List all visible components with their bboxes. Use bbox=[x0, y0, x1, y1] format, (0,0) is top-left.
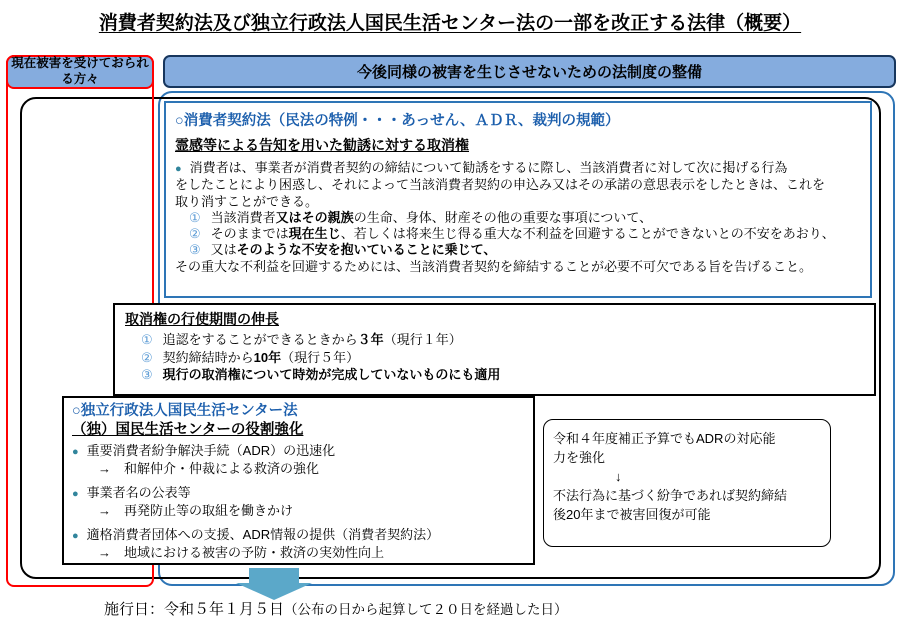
ncc-item-main: ● 重要消費者紛争解決手続（ADR）の迅速化 bbox=[72, 443, 336, 458]
page-title: 消費者契約法及び独立行政法人国民生活センター法の一部を改正する法律（概要） bbox=[98, 13, 802, 34]
enforcement-date: 施行日：令和５年１月５日（公布の日から起算して２０日を経過した日） bbox=[104, 601, 568, 618]
circled-number-icon: ① bbox=[141, 332, 153, 347]
ncc-act-heading: ○独立行政法人国民生活センター法 bbox=[72, 403, 298, 419]
note-line: 後20年まで被害回復が可能 bbox=[553, 507, 711, 522]
ncc-item-main: ● 事業者名の公表等 bbox=[72, 485, 191, 500]
bullet-icon: ● bbox=[175, 163, 182, 175]
down-arrow-icon: ↓ bbox=[615, 469, 622, 484]
extension-item-3: ③ 現行の取消権について時効が完成していないものにも適用 bbox=[141, 367, 501, 382]
ncc-item-sub: → 地域における被害の予防・救済の実効性向上 bbox=[98, 544, 385, 560]
big-down-arrow-icon bbox=[249, 568, 299, 584]
circled-number-icon: ① bbox=[189, 209, 201, 225]
consumer-contract-act-section bbox=[164, 101, 872, 298]
ncc-item-group bbox=[72, 485, 525, 518]
main-header: 今後同様の被害を生じさせないための法制度の整備 bbox=[163, 55, 896, 88]
extension-period-section bbox=[113, 303, 876, 396]
bullet-icon: ● bbox=[72, 530, 79, 542]
bullet-icon: ● bbox=[72, 446, 79, 458]
current-victims-label: 現在被害を受けておられる方々 bbox=[6, 55, 154, 89]
paragraph-line: をしたことにより困惑し、それによって当該消費者契約の申込み又はその承諾の意思表示をしたときは、これを bbox=[175, 177, 826, 193]
national-consumer-center-section bbox=[62, 396, 535, 565]
ncc-item-group bbox=[72, 527, 525, 560]
consumer-contract-act-heading: ○消費者契約法（民法の特例・・・あっせん、ＡＤＲ、裁判の規範） bbox=[175, 113, 620, 129]
cancellation-right-subheading: 霊感等による告知を用いた勧誘に対する取消権 bbox=[175, 137, 469, 153]
bullet-icon: ● bbox=[72, 488, 79, 500]
supplementary-budget-note bbox=[543, 419, 831, 547]
extension-item-2: ② 契約締結時から10年（現行５年） bbox=[141, 349, 360, 365]
paragraph-line: ● 消費者は、事業者が消費者契約の締結について勧誘をするに際し、当該消費者に対して次に掲げる行為 bbox=[175, 160, 788, 175]
circled-number-icon: ③ bbox=[141, 367, 153, 382]
ncc-item-group bbox=[72, 443, 525, 476]
extension-item-1: ① 追認をすることができるときから３年（現行１年） bbox=[141, 332, 462, 347]
numbered-item-1: ① 当該消費者又はその親族の生命、身体、財産その他の重要な事項について、 bbox=[189, 209, 653, 225]
circled-number-icon: ② bbox=[141, 349, 153, 365]
numbered-item-2: ② そのままでは現在生じ、若しくは将来生じ得る重大な不利益を回避することができないとの不安をあおり、 bbox=[189, 226, 835, 242]
numbered-item-3: ③ 又はそのような不安を抱いていることに乗じて、 bbox=[189, 242, 497, 258]
circled-number-icon: ② bbox=[189, 226, 201, 242]
extension-period-title: 取消権の行使期間の伸長 bbox=[125, 311, 279, 327]
note-line: 力を強化 bbox=[553, 450, 606, 465]
note-line: 不法行為に基づく紛争であれば契約締結 bbox=[553, 488, 788, 503]
note-line: 令和４年度補正予算でもADRの対応能 bbox=[553, 431, 776, 446]
ncc-item-main: ● 適格消費者団体への支援、ADR情報の提供（消費者契約法） bbox=[72, 527, 440, 542]
ncc-role-subheading: （独）国民生活センターの役割強化 bbox=[72, 422, 304, 438]
circled-number-icon: ③ bbox=[189, 242, 201, 258]
ncc-item-sub: → 和解仲介・仲裁による救済の強化 bbox=[98, 460, 320, 476]
paragraph-line: その重大な不利益を回避するためには、当該消費者契約を締結することが必要不可欠である旨を告げること。 bbox=[175, 258, 813, 274]
paragraph-line: 取り消すことができる。 bbox=[175, 193, 319, 209]
ncc-item-sub: → 再発防止等の取組を働きかけ bbox=[98, 502, 294, 518]
